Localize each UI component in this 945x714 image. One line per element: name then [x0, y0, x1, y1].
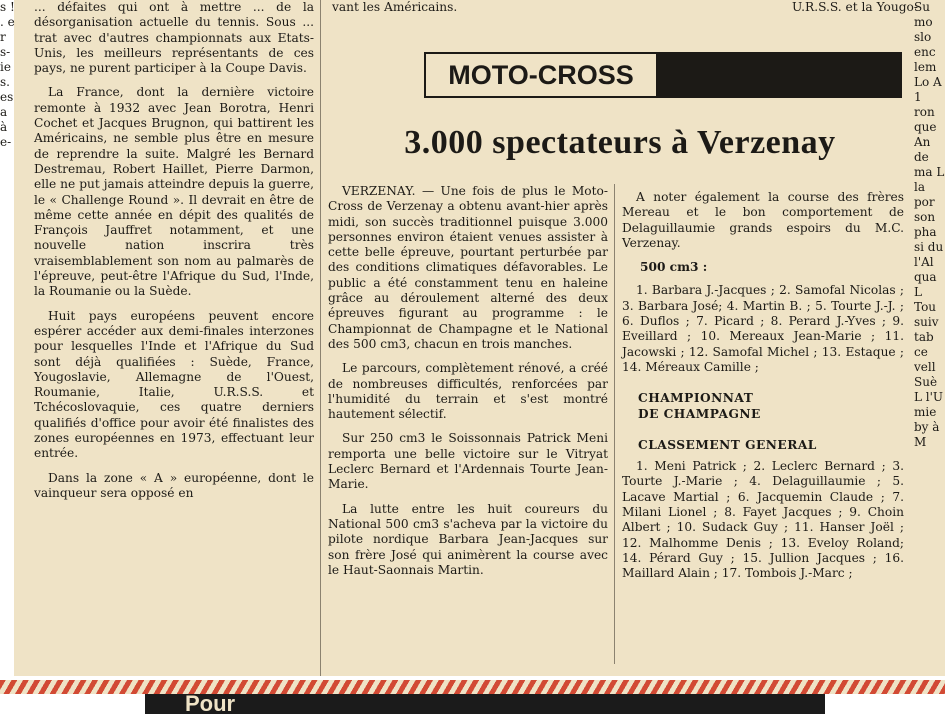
general-classification-heading: CLASSEMENT GENERAL: [638, 437, 817, 452]
motocross-article-column: [328, 184, 608, 587]
mid-paragraph-2: Le parcours, complètement rénové, a créé de nombreuses difficultés, renforcées par l'humidité du terrain et s'est montré hautement sélectif.: [328, 361, 608, 422]
top-mid-fragment: vant les Américains.: [332, 0, 458, 14]
right-edge-fragments: Su mo slo enc lem Lo A 1 ron que An de ma L la por son pha si du l'Al qua L Tou suiv tab ce vell Suè L l'U mie by à M: [914, 0, 945, 449]
mid-paragraph-1: VERZENAY. — Une fois de plus le Moto-Cross de Verzenay a obtenu avant-hier après midi, son succès traditionnel puisque 3.000 personnes environ étaient venues assister à cette belle épreuve, pourtant perturbée par des conditions climatiques défavorables. Le public a été constamment tenu en haleine grâce au déroulement alterné des deux épreuves figurant au programme : le Championnat de Champagne et le National des 500 cm3, chacun en trois manches.: [328, 184, 608, 351]
top-right-fragment: U.R.S.S. et la Yougo-: [792, 0, 918, 14]
championship-heading-line-2: DE CHAMPAGNE: [638, 406, 761, 421]
mid-paragraph-4: La lutte entre les huit coureurs du National 500 cm3 s'acheva par la victoire du pilote nordique Barbara Jean-Jacques sur son frère José qui animèrent la course avec le Haut-Saonnais Martin.: [328, 501, 608, 577]
rubric-label: MOTO-CROSS: [426, 54, 656, 96]
column-divider-right: [614, 184, 615, 664]
column-divider-left: [320, 0, 321, 680]
results-column: [622, 190, 904, 591]
section-rubric: [424, 52, 902, 98]
left-paragraph-3: Huit pays européens peuvent encore espérer accéder aux demi-finales interzones pour lesquelles l'Inde et l'Afrique du Sud sont déjà qualifiées : Suède, France, Yougoslavie, Allemagne de l'Ouest, Roumanie, Italie, U.R.S.S. et Tchécoslovaquie, ces quatre derniers qualifiés d'office pour avoir été finalistes des zones européennes en 1973, effectuant leur entrée.: [34, 308, 314, 461]
general-classification-results: 1. Meni Patrick ; 2. Leclerc Bernard ; 3. Tourte J.-Marie ; 4. Delaguillaumie ; 5. Lacave Martial ; 6. Jacquemin Claude ; 7. Milani Lionel ; 8. Fayet Jacques ; 9. Choin Albert ; 10. Sudack Guy ; 11. Hanser Joël ; 12. Malhomme Denis ; 13. Eveloy Roland; 14. Pérard Guy ; 15. Jullion Jacques ; 16. Maillard Alain ; 17. Tombois J.-Marc ;: [622, 459, 904, 581]
left-paragraph-1: ... défaites qui ont à mettre ... de la désorganisation actuelle du tennis. Sous ... trat avec d'autres championnats aux Etats-Unis, les meilleurs représentants de ces pays, ne purent participer à la Coupe Davis.: [34, 0, 314, 76]
bottom-advert-fragment: Pour: [145, 694, 825, 714]
left-edge-fragments: s ! . e r s- ie s. es a à e-: [0, 0, 15, 149]
class-500-results: 1. Barbara J.-Jacques ; 2. Samofal Nicolas ; 3. Barbara José; 4. Martin B. ; 5. Tourte J.-J. ; 6. Duflos ; 7. Picard ; 8. Perard J.-Yves ; 9. Eveillard ; 10. Mereaux Jean-Marie ; 11. Jacowski ; 12. Samofal Michel ; 13. Estaque ; 14. Méreaux Camille ;: [622, 283, 904, 374]
left-paragraph-2: La France, dont la dernière victoire remonte à 1932 avec Jean Borotra, Henri Cochet et Jacques Brugnon, qui battirent les Américains, ne semble plus être en mesure de reprendre la suite. Malgré les Bernard Destremau, Robert Haillet, Pierre Darmon, elle ne put jamais atteindre depuis la guerre, le « Challenge Round ». Il devrait en être de même cette année en dépit des qualités de François Jauffret notamment, et une nouvelle nation inscrira très vraisemblablement son nom au palmarès de l'épreuve, peut-être l'Afrique du Sud, l'Inde, la Roumanie ou la Suède.: [34, 85, 314, 299]
class-500-heading: 500 cm3 :: [640, 260, 708, 275]
left-paragraph-4: Dans la zone « A » européenne, dont le vainqueur sera opposé en: [34, 470, 314, 500]
tennis-article-column: [34, 0, 314, 510]
article-headline: 3.000 spectateurs à Verzenay: [404, 124, 836, 161]
red-stripe-border: [0, 680, 945, 694]
championship-heading-line-1: CHAMPIONNAT: [638, 391, 754, 406]
mid-paragraph-3: Sur 250 cm3 le Soissonnais Patrick Meni remporta une belle victoire sur le Vitryat Leclerc Bernard et l'Ardennais Tourte Jean-Marie.: [328, 431, 608, 492]
results-intro: A noter également la course des frères Mereau et le bon comportement de Delaguillaumie grands espoirs du M.C. Verzenay.: [622, 190, 904, 250]
